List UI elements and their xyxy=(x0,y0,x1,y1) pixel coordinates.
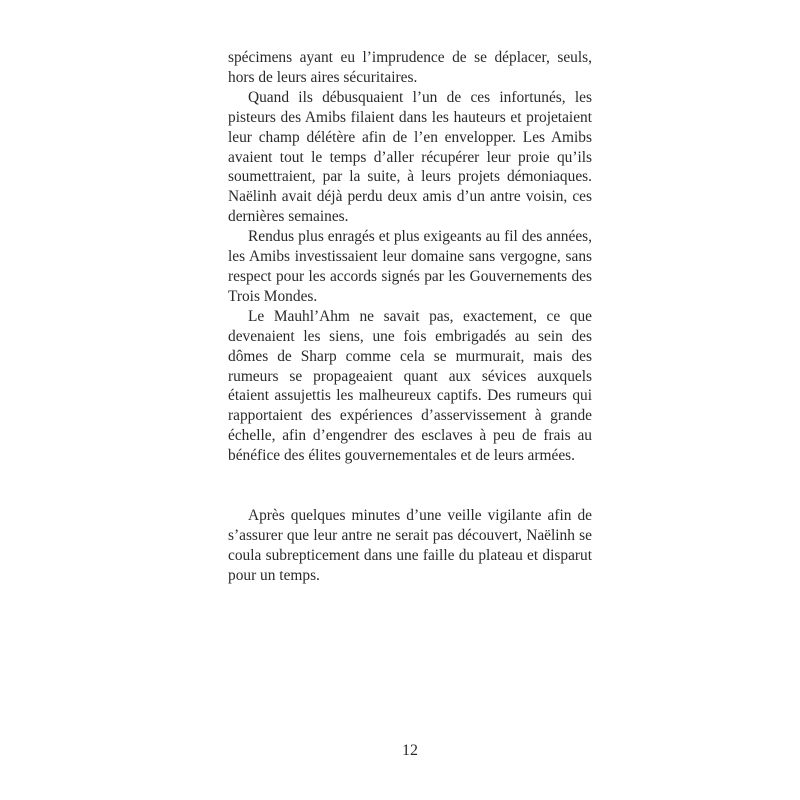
paragraph-continued: spécimens ayant eu l’imprudence de se déplacer, seuls, hors de leurs aires sécuritaires. xyxy=(228,49,592,86)
page-number: 12 xyxy=(402,742,418,759)
paragraph: Le Mauhl’Ahm ne savait pas, exactement, ce que devenaient les siens, une fois embrigadés au sein des dômes de Sharp comme cela se murmurait, mais des rumeurs se propageaient quant aux sévices auxquels étaient assujettis les malheureux captifs. Des rumeurs qui rapportaient des expériences d’asservissement à grande échelle, afin d’engendrer des esclaves à peu de frais au bénéfice des élites gouvernementales et de leurs armées. xyxy=(228,307,592,465)
paragraph: Après quelques minutes d’une veille vigilante afin de s’assurer que leur antre ne serait pas découvert, Naëlinh se coula subrepticement dans une faille du plateau et disparut pour un temps. xyxy=(228,507,592,584)
section-break xyxy=(228,466,592,506)
body-text xyxy=(228,48,592,586)
paragraph: Quand ils débusquaient l’un de ces infortunés, les pisteurs des Amibs filaient dans les hauteurs et projetaient leur champ délétère afin de l’en envelopper. Les Amibs avaient tout le temps d’aller récupérer leur proie qu’ils soumettraient, par la suite, à leurs projets démoniaques. Naëlinh avait déjà perdu deux amis d’un antre voisin, ces dernières semaines. xyxy=(228,88,592,226)
paragraph: Rendus plus enragés et plus exigeants au fil des années, les Amibs investissaient leur domaine sans vergogne, sans respect pour les accords signés par les Gouvernements des Trois Mondes. xyxy=(228,228,592,305)
